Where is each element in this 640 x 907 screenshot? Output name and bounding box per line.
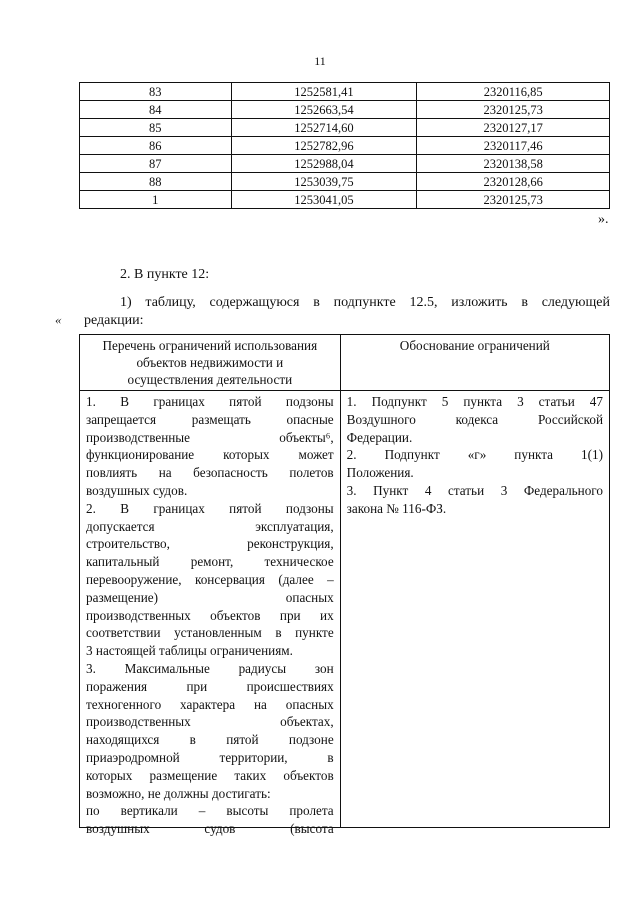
text-line: 2. Подпункт «г» пункта 1(1) (346, 447, 603, 463)
opening-quote: « (55, 312, 62, 327)
subitem-text-line1: 1) таблицу, содержащуюся в подпункте 12.5, изложить в следующей (120, 295, 610, 310)
coordinate-row (80, 191, 610, 209)
text-line: перевооружение, консервация (далее – (86, 571, 334, 587)
text-line: Федерации. (346, 429, 413, 445)
y-coordinate: 2320116,85 (417, 83, 610, 101)
text-line: повлиять на безопасность полетов (86, 465, 334, 481)
text-line: запрещается размещать опасные (86, 411, 334, 427)
justification-cell (340, 391, 609, 828)
point-number: 85 (80, 119, 232, 137)
x-coordinate: 1253039,75 (231, 173, 417, 191)
text-line: Положения. (346, 465, 414, 481)
text-line: 2. В границах пятой подзоны (86, 500, 334, 516)
coordinate-row (80, 83, 610, 101)
text-line: производственные объекты⁶, (86, 429, 334, 445)
text-line: 3. Пункт 4 статьи 3 Федерального (346, 482, 603, 498)
header-justification: Обоснование ограничений (340, 335, 609, 391)
text-line: 3. Максимальные радиусы зон (86, 660, 334, 676)
text-line: воздушных судов. (86, 482, 188, 498)
coordinate-row (80, 173, 610, 191)
y-coordinate: 2320138,58 (417, 155, 610, 173)
header-restrictions-list (80, 335, 341, 391)
text-line: возможно, не должны достигать: (86, 785, 271, 801)
x-coordinate: 1252714,60 (231, 119, 417, 137)
page-number: 11 (314, 54, 326, 68)
text-line: функционирование которых может (86, 447, 334, 463)
point-number: 83 (80, 83, 232, 101)
y-coordinate: 2320128,66 (417, 173, 610, 191)
text-line: находящихся в пятой подзоне (86, 732, 334, 748)
text-line: воздушных судов (высота (86, 821, 334, 837)
header-line: осуществления деятельности (127, 372, 293, 387)
coordinate-row (80, 101, 610, 119)
y-coordinate: 2320125,73 (417, 101, 610, 119)
text-line: Воздушного кодекса Российской (346, 411, 603, 427)
text-line: приаэродромной территории, в (86, 749, 334, 765)
text-line: 1. В границах пятой подзоны (86, 394, 334, 409)
text-line: размещение) опасных (86, 589, 334, 605)
point-number: 88 (80, 173, 232, 191)
x-coordinate: 1252988,04 (231, 155, 417, 173)
text-line: 1. Подпункт 5 пункта 3 статьи 47 (346, 394, 603, 409)
text-line: допускается эксплуатация, (86, 518, 334, 534)
y-coordinate: 2320117,46 (417, 137, 610, 155)
x-coordinate: 1252782,96 (231, 137, 417, 155)
text-line: поражения при происшествиях (86, 678, 334, 694)
coordinate-row (80, 155, 610, 173)
restrictions-cell (80, 391, 341, 837)
coordinate-row (80, 119, 610, 137)
text-line: которых размещение таких объектов (86, 767, 334, 783)
closing-quote: ». (598, 212, 609, 227)
x-coordinate: 1252581,41 (231, 83, 417, 101)
point-number: 84 (80, 101, 232, 119)
restrictions-table (79, 334, 610, 837)
text-line: техногенного характера на опасных (86, 696, 334, 712)
text-line: по вертикали – высоты пролета (86, 803, 334, 819)
coordinate-row (80, 137, 610, 155)
header-line: Перечень ограничений использования (102, 338, 318, 353)
point-number: 87 (80, 155, 232, 173)
x-coordinate: 1252663,54 (231, 101, 417, 119)
y-coordinate: 2320125,73 (417, 191, 610, 209)
header-line: объектов недвижимости и (136, 355, 284, 370)
text-line: производственных объектов при их (86, 607, 334, 623)
item-heading: 2. В пункте 12: (120, 267, 210, 282)
point-number: 1 (80, 191, 232, 209)
x-coordinate: 1253041,05 (231, 191, 417, 209)
text-line: производственных объектах, (86, 714, 334, 730)
text-line: строительство, реконструкция, (86, 536, 334, 552)
text-line: капитальный ремонт, техническое (86, 554, 334, 570)
point-number: 86 (80, 137, 232, 155)
text-line: закона № 116-ФЗ. (346, 500, 447, 516)
y-coordinate: 2320127,17 (417, 119, 610, 137)
subitem-text-line2: редакции: (84, 313, 144, 328)
text-line: 3 настоящей таблицы ограничениям. (86, 643, 293, 659)
coordinates-table (79, 82, 610, 209)
text-line: соответствии установленным в пункте (86, 625, 334, 641)
